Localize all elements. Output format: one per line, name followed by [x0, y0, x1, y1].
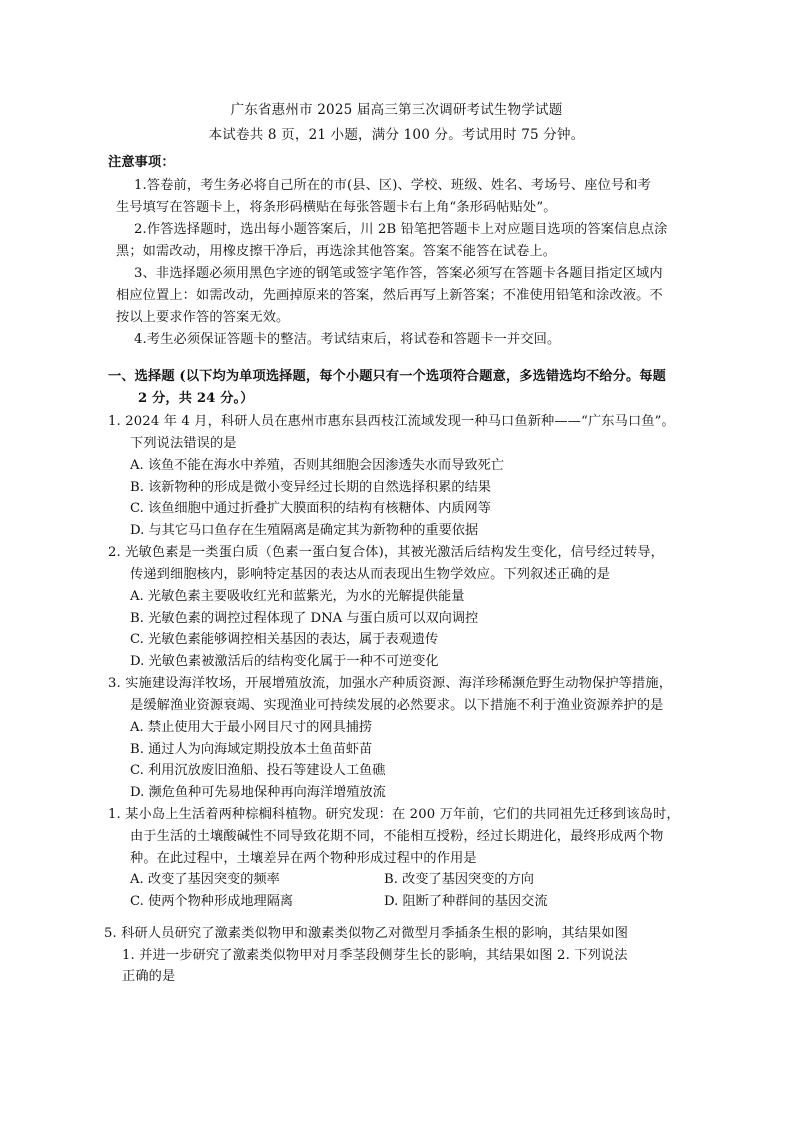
- note-1-line-1: 1.答卷前，考生务必将自己所在的市(县、区)、学校、班级、姓名、考场号、座位号和考: [134, 178, 651, 193]
- question-5-stem-cont-1: 1. 并进一步研究了激素类似物甲对月季茎段侧芽生长的影响，其结果如图 2. 下列说法: [122, 948, 628, 963]
- question-3-option-b: B. 通过人为向海域定期投放本土鱼苗虾苗: [130, 742, 373, 757]
- question-1-option-b: B. 该新物种的形成是微小变异经过长期的自然选择积累的结果: [130, 480, 491, 495]
- exam-subtitle: 本试卷共 8 页，21 小题，满分 100 分。考试用时 75 分钟。: [208, 127, 585, 143]
- section1-heading-cont: 2 分，共 24 分。）: [138, 391, 254, 406]
- note-4-line-1: 4.考生必须保证答题卡的整洁。考试结束后，将试卷和答题卡一并交回。: [134, 332, 561, 347]
- notes-heading: 注意事项：: [108, 155, 175, 170]
- question-4-option-b: B. 改变了基因突变的方向: [384, 872, 534, 887]
- note-1-line-2: 生号填写在答题卡上，将条形码横贴在每张答题卡右上角“条形码帖贴处”。: [116, 200, 557, 215]
- note-3-line-1: 3、非选择题必须用黑色字迹的钢笔或签字笔作答，答案必须写在答题卡各题目指定区域内: [134, 266, 663, 281]
- question-4-stem-cont-2: 种。在此过程中，土壤差异在两个物种形成过程中的作用是: [130, 851, 477, 866]
- question-3-option-d: D. 濒危鱼种可先易地保种再向海洋增殖放流: [130, 785, 386, 800]
- question-1-option-a: A. 该鱼不能在海水中养殖，否则其细胞会因渗透失水而导致死亡: [130, 458, 504, 473]
- note-2-line-1: 2.作答选择题时，选出每小题答案后，川 2B 铅笔把答题卡上对应题目选项的答案信息点涂: [134, 222, 668, 237]
- exam-title: 广东省惠州市 2025 届高三第三次调研考试生物学试题: [230, 102, 563, 118]
- question-1-option-d: D. 与其它马口鱼存在生殖隔离是确定其为新物种的重要依据: [130, 523, 479, 538]
- question-1-option-c: C. 该鱼细胞中通过折叠扩大膜面积的结构有核糖体、内质网等: [130, 501, 491, 516]
- question-2-option-d: D. 光敏色素被激活后的结构变化属于一种不可逆变化: [130, 654, 439, 669]
- question-1-stem: 1. 2024 年 4 月，科研人员在惠州市惠东县西枝江流域发现一种马口鱼新种——“广东马口鱼”。: [108, 414, 675, 429]
- question-2-option-b: B. 光敏色素的调控过程体现了 DNA 与蛋白质可以双向调控: [130, 611, 479, 626]
- question-5-stem: 5. 科研人员研究了激素类似物甲和激素类似物乙对微型月季插条生根的影响，其结果如图: [104, 926, 629, 941]
- section1-heading: 一、选择题 (以下均为单项选择题，每个小题只有一个选项符合题意，多选错选均不给分。每题: [108, 369, 666, 384]
- note-3-line-2: 相应位置上：如需改动，先画掉原来的答案，然后再写上新答案；不准使用铅笔和涂改液。不: [116, 288, 663, 303]
- question-3-option-a: A. 禁止使用大于最小网目尺寸的网具捕捞: [130, 720, 373, 735]
- question-3-stem: 3. 实施建设海洋牧场，开展增殖放流，加强水产种质资源、海洋珍稀濒危野生动物保护等措施，: [108, 676, 673, 691]
- question-2-stem: 2. 光敏色素是一类蛋白质（色素一蛋白复合体)，其被光激活后结构发生变化，信号经过转导，: [108, 545, 665, 560]
- question-3-stem-cont: 是缓解渔业资源衰竭、实现渔业可持续发展的必然要求。以下措施不利于渔业资源养护的是: [130, 698, 664, 713]
- question-4-stem-cont-1: 由于生活的土壤酸碱性不同导致花期不同，不能相互授粉，经过长期进化，最终形成两个物: [130, 829, 664, 844]
- question-4-option-d: D. 阻断了种群间的基因交流: [384, 894, 548, 909]
- question-4-option-a: A. 改变了基因突变的频率: [130, 872, 280, 887]
- question-1-stem-cont: 下列说法错误的是: [130, 436, 237, 451]
- question-3-option-c: C. 利用沉放废旧渔船、投石等建设人工鱼礁: [130, 763, 386, 778]
- question-5-stem-cont-2: 正确的是: [122, 969, 176, 984]
- question-4-option-c: C. 使两个物种形成地理隔离: [130, 894, 294, 909]
- question-2-option-a: A. 光敏色素主要吸收红光和蓝紫光，为水的光解提供能量: [130, 589, 465, 604]
- question-4-stem: 1. 某小岛上生活着两种棕榈科植物。研究发现：在 200 万年前，它们的共同祖先迁移到该岛时，: [108, 807, 680, 822]
- question-2-stem-cont: 传递到细胞核内，影响特定基因的表达从而表现出生物学效应。下列叙述正确的是: [130, 567, 611, 582]
- note-3-line-3: 按以上要求作答的答案无效。: [116, 310, 290, 325]
- question-2-option-c: C. 光敏色素能够调控相关基因的表达，属于表观遗传: [130, 632, 439, 647]
- note-2-line-2: 黑；如需改动，用橡皮擦干净后，再选涂其他答案。答案不能答在试卷上。: [116, 244, 557, 259]
